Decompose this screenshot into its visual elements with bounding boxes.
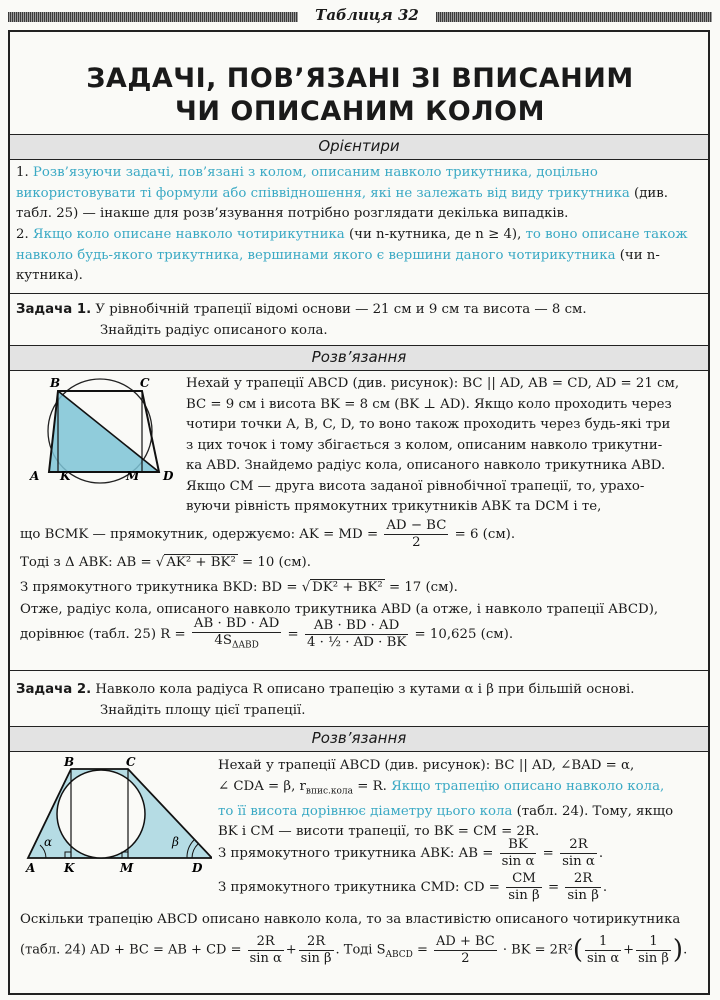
numerator: CM bbox=[506, 871, 542, 888]
text: (табл. 24) AD + BC = AB + CD = bbox=[20, 942, 242, 958]
task-label: Задача 2. bbox=[16, 682, 92, 697]
task2-property-text: Оскільки трапецію ABCD описано навколо кола, то за властивістю описаного чотирикутника bbox=[20, 912, 681, 927]
text: дорівнює (табл. 25) R = bbox=[20, 627, 186, 642]
task1-formula-bd: З прямокутного трикутника BKD: BD = √ DK² + BK² = 17 (см). bbox=[20, 580, 458, 595]
fraction bbox=[248, 934, 284, 967]
highlight-text: Якщо трапецію описано навколо кола, bbox=[391, 778, 665, 794]
denominator-text: 4S bbox=[214, 632, 232, 648]
text: = bbox=[412, 942, 428, 958]
denominator bbox=[192, 633, 281, 654]
denominator: sin α bbox=[501, 854, 535, 869]
text-line: вуючи рівність прямокутних трикутників ABK та DCM і те, bbox=[186, 499, 602, 514]
inscribed-circle bbox=[57, 770, 145, 858]
text: = 10,625 (см). bbox=[414, 627, 514, 642]
fraction bbox=[565, 871, 601, 904]
task2-formula-cd: З прямокутного трикутника CMD: CD = $\frac{CM}{\text{sin β}}$ = $\frac{2R}{\text{sin β}}$ . bbox=[218, 871, 608, 903]
divider bbox=[10, 293, 708, 294]
fraction bbox=[560, 837, 597, 870]
denominator: 2 bbox=[412, 535, 421, 550]
text: З прямокутного трикутника CMD: CD = bbox=[218, 880, 500, 895]
denominator: sin α bbox=[587, 950, 620, 966]
text-line bbox=[218, 777, 708, 802]
subscript: ΔABD bbox=[231, 640, 259, 651]
table-label: Таблиця 32 bbox=[315, 6, 419, 24]
text: = R. bbox=[353, 778, 392, 794]
numerator: AD − BC bbox=[386, 518, 447, 533]
highlight-text: Розв’язуючи задачі, пов’язані з колом, описаним навколо трикутника, доцільно використовувати ті формули або співвідношення, які не залежать від виду трикутника bbox=[16, 165, 630, 201]
label-c: C bbox=[140, 376, 150, 390]
task2-statement bbox=[16, 680, 706, 721]
fraction bbox=[500, 837, 537, 870]
label-alpha: α bbox=[44, 835, 53, 849]
task2-paragraph bbox=[218, 756, 708, 843]
task1-statement bbox=[16, 300, 706, 341]
text-line: Нехай у трапеції ABCD (див. рисунок): BC || AD, ∠BAD = α, bbox=[218, 758, 635, 773]
task1-paragraph bbox=[186, 374, 706, 518]
task1-solution-heading: Розв’язання bbox=[10, 345, 708, 371]
title-line-1: ЗАДАЧІ, ПОВ’ЯЗАНІ ЗІ ВПИСАНИМ bbox=[86, 63, 634, 94]
numerator: AD + BC bbox=[436, 933, 495, 949]
text: Тоді з Δ ABK: AB = bbox=[20, 555, 152, 570]
numerator: 2R bbox=[299, 934, 334, 951]
table-header bbox=[8, 6, 712, 28]
denominator: sin α bbox=[562, 854, 595, 869]
label-c: C bbox=[126, 755, 136, 769]
fraction bbox=[585, 934, 621, 967]
sqrt-radicand: DK² + BK² bbox=[312, 580, 383, 595]
highlight-text: то воно описане також навколо будь-якого трикутника, вершинами якого є вершини даного чотирикутника bbox=[16, 227, 688, 263]
label-d: D bbox=[192, 861, 203, 872]
numerator: 2R bbox=[248, 934, 284, 951]
task-text: Навколо кола радіуса R описано трапецію з кутами α і β при більшій основі. bbox=[95, 682, 635, 697]
text-line: BC = 9 см і висота BK = 8 см (BK ⊥ AD). Якщо коло проходить через bbox=[186, 396, 672, 412]
denominator: sin α bbox=[249, 950, 282, 966]
denominator: sin β bbox=[638, 950, 669, 966]
fraction bbox=[299, 934, 334, 967]
divider bbox=[10, 670, 708, 671]
item-text: (див. табл. 25) — інакше для розв’язування потрібно розглядати декілька випадків. bbox=[16, 185, 669, 221]
text-line: чотири точки A, B, C, D, то воно також проходить через будь-які три bbox=[186, 417, 671, 432]
task2-figure bbox=[16, 754, 212, 872]
text: = 17 (см). bbox=[388, 580, 458, 595]
highlight-text: то її висота дорівнює діаметру цього кола bbox=[218, 803, 513, 819]
numerator: BK bbox=[500, 837, 537, 854]
fraction bbox=[192, 616, 281, 654]
text: · BK = 2R² bbox=[502, 942, 573, 958]
sqrt-radicand: AK² + BK² bbox=[166, 555, 236, 570]
task2-formula-ab: З прямокутного трикутника ABK: AB = $\frac{BK}{\text{sin α}}$ = $\frac{2R}{\text{sin α}}$ . bbox=[218, 837, 604, 869]
task-text: Знайдіть площу цієї трапеції. bbox=[100, 702, 306, 718]
task1-figure bbox=[16, 374, 180, 490]
label-k: K bbox=[64, 861, 75, 872]
item-number: 1. bbox=[16, 165, 29, 180]
numerator: 1 bbox=[636, 934, 671, 951]
task2-formula-area: (табл. 24) AD + BC = AB + CD = $\frac{2R}{\text{sin α}}$ + $\frac{2R}{\text{sin β}}$ . Тоді $S_{ABCD}$ = $\frac{AD + BC}{2}$ · BK = 2R²( $\frac{1}{\text{sin α}}$ + $\frac{1}{\text{sin β}}$ ). bbox=[20, 933, 688, 966]
numerator: AB · BD · AD bbox=[305, 618, 408, 635]
task1-formula-final: дорівнює (табл. 25) R = $\frac{AB \cdot BD \cdot AD}{4S_{\Delta ABD}}$ = $\frac{AB \cdot BD \cdot AD}{\text{4 · ½ · AD · BK}}$ = 10,625 (см). bbox=[20, 615, 706, 655]
task-text: У рівнобічній трапеції відомі основи — 21 см и 9 см та висота — 8 см. bbox=[95, 302, 587, 317]
header-bar-right bbox=[436, 12, 712, 22]
numerator: 2R bbox=[565, 871, 601, 888]
denominator: 2 bbox=[461, 950, 470, 966]
text: ∠ CDA = β, r bbox=[218, 778, 306, 794]
item-number: 2. bbox=[16, 227, 29, 242]
numerator: 1 bbox=[585, 934, 621, 951]
subscript: впис.кола bbox=[305, 786, 353, 797]
task1-radius-text: Отже, радіус кола, описаного навколо трикутника ABD (а отже, і навколо трапеції ABCD), bbox=[20, 602, 659, 617]
label-beta: β bbox=[172, 835, 179, 849]
text-line: BK і CM — висоти трапеції, то BK = CM = 2R. bbox=[218, 824, 540, 840]
text: . Тоді S bbox=[335, 942, 386, 958]
title-line-2: ЧИ ОПИСАНИМ КОЛОМ bbox=[175, 96, 545, 127]
label-a: A bbox=[30, 469, 40, 483]
label-d: D bbox=[163, 469, 174, 483]
text: З прямокутного трикутника BKD: BD = bbox=[20, 580, 298, 595]
item-text: (чи n-кутника, де n ≥ 4), bbox=[344, 227, 526, 242]
text-line: Нехай у трапеції ABCD (див. рисунок): BC || AD, AB = CD, AD = 21 см, bbox=[186, 376, 680, 391]
denominator: sin β bbox=[508, 888, 540, 903]
fraction bbox=[506, 871, 542, 904]
orientiry-item-2 bbox=[16, 225, 704, 287]
label-k: K bbox=[60, 469, 71, 483]
item-text: (чи n-кутника). bbox=[16, 247, 660, 283]
orientiry-heading: Орієнтири bbox=[10, 134, 708, 160]
subscript: ABCD bbox=[385, 950, 413, 961]
text-line: з цих точок і тому збігається з колом, описаним навколо трикутни- bbox=[186, 437, 663, 453]
text-line: Якщо CM — друга висота заданої рівнобічної трапеції, то, урахо- bbox=[186, 478, 645, 494]
label-m: M bbox=[120, 861, 134, 872]
label-a: A bbox=[26, 861, 36, 872]
label-b: B bbox=[50, 376, 61, 390]
task-text: Знайдіть радіус описаного кола. bbox=[100, 322, 328, 338]
fraction bbox=[434, 934, 497, 967]
text: що BCMK — прямокутник, одержуємо: AK = MD = bbox=[20, 527, 379, 542]
text-line bbox=[218, 802, 708, 823]
task2-solution-heading: Розв’язання bbox=[10, 726, 708, 752]
task1-formula-ab: Тоді з Δ ABK: AB = √ AK² + BK² = 10 (см). bbox=[20, 555, 311, 570]
text: = 10 (см). bbox=[242, 555, 311, 570]
label-b: B bbox=[64, 755, 75, 769]
numerator: 2R bbox=[560, 837, 597, 854]
label-m: M bbox=[126, 469, 140, 483]
task1-formula-bcmk bbox=[20, 518, 706, 551]
denominator: 4 · ½ · AD · BK bbox=[306, 635, 407, 650]
text: З прямокутного трикутника ABK: AB = bbox=[218, 846, 494, 861]
text: = 6 (см). bbox=[454, 527, 516, 542]
denominator: sin β bbox=[567, 888, 599, 903]
highlight-text: Якщо коло описане навколо чотирикутника bbox=[32, 227, 345, 242]
text: . bbox=[683, 942, 688, 958]
numerator: AB · BD · AD bbox=[193, 615, 280, 631]
task-label: Задача 1. bbox=[16, 302, 92, 317]
text-line: ка ABD. Знайдемо радіус кола, описаного навколо трикутника ABD. bbox=[186, 458, 666, 473]
orientiry-item-1 bbox=[16, 163, 704, 225]
denominator: sin β bbox=[300, 950, 332, 966]
fraction bbox=[305, 618, 408, 651]
fraction bbox=[384, 518, 448, 551]
header-bar-left bbox=[8, 12, 298, 22]
page-title bbox=[10, 62, 710, 128]
fraction bbox=[636, 934, 671, 967]
text: (табл. 24). Тому, якщо bbox=[512, 803, 674, 819]
